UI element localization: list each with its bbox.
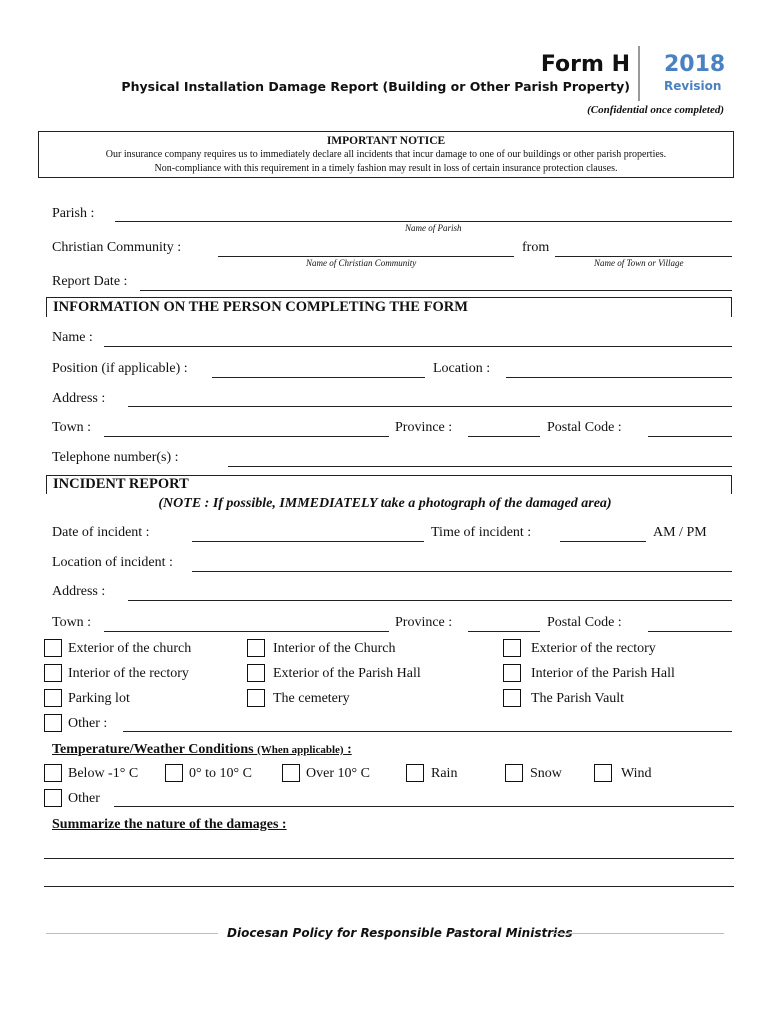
incident-province-label: Province : bbox=[395, 615, 453, 630]
weather-heading-colon: : bbox=[347, 742, 352, 757]
incident-location-field[interactable] bbox=[192, 571, 732, 572]
form-title: Form H bbox=[540, 52, 630, 77]
incident-heading-text: INCIDENT REPORT bbox=[53, 476, 189, 492]
checkbox-label-parish-vault: The Parish Vault bbox=[531, 691, 625, 706]
checkbox-label-interior-church: Interior of the Church bbox=[273, 641, 396, 656]
person-town-label: Town : bbox=[52, 420, 92, 435]
checkbox-label-exterior-church: Exterior of the church bbox=[68, 641, 192, 656]
other-weather-field[interactable] bbox=[114, 806, 734, 807]
checkbox-wind[interactable] bbox=[594, 764, 612, 782]
weather-label-snow: Snow bbox=[530, 766, 562, 781]
incident-town-label: Town : bbox=[52, 615, 92, 630]
phone-field[interactable] bbox=[228, 466, 732, 467]
checkbox-label-exterior-parish-hall: Exterior of the Parish Hall bbox=[273, 666, 421, 681]
incident-time-field[interactable] bbox=[560, 541, 646, 542]
person-town-field[interactable] bbox=[104, 436, 389, 437]
checkbox-label-interior-rectory: Interior of the rectory bbox=[68, 666, 189, 681]
person-address-field[interactable] bbox=[128, 406, 732, 407]
ampm-label: AM / PM bbox=[653, 525, 707, 540]
incident-date-label: Date of incident : bbox=[52, 525, 150, 540]
checkbox-label-parking-lot: Parking lot bbox=[68, 691, 130, 706]
checkbox-parking-lot[interactable] bbox=[44, 689, 62, 707]
checkbox-label-cemetery: The cemetery bbox=[273, 691, 350, 706]
checkbox-cemetery[interactable] bbox=[247, 689, 265, 707]
checkbox-rain[interactable] bbox=[406, 764, 424, 782]
person-location-field[interactable] bbox=[506, 377, 732, 378]
person-province-label: Province : bbox=[395, 420, 453, 435]
other-location-field[interactable] bbox=[123, 731, 732, 732]
person-heading-text: INFORMATION ON THE PERSON COMPLETING THE FORM bbox=[53, 299, 468, 315]
incident-address-field[interactable] bbox=[128, 600, 732, 601]
incident-postal-label: Postal Code : bbox=[547, 615, 622, 630]
weather-heading bbox=[52, 742, 352, 758]
incident-date-field[interactable] bbox=[192, 541, 424, 542]
revision-label: Revision bbox=[664, 79, 722, 93]
notice-line-1: Our insurance company requires us to immediately declare all incidents that incur damage to one of our buildings or other parish properties. bbox=[105, 149, 667, 160]
incident-time-label: Time of incident : bbox=[431, 525, 532, 540]
checkbox-label-exterior-rectory: Exterior of the rectory bbox=[531, 641, 656, 656]
position-label: Position (if applicable) : bbox=[52, 361, 188, 376]
revision-year: 2018 bbox=[664, 52, 726, 77]
summary-line-1[interactable] bbox=[44, 858, 734, 859]
weather-heading-text: Temperature/Weather Conditions bbox=[52, 742, 254, 757]
checkbox-other-weather[interactable] bbox=[44, 789, 62, 807]
community-label: Christian Community : bbox=[52, 240, 182, 255]
incident-postal-field[interactable] bbox=[648, 631, 732, 632]
summary-line-2[interactable] bbox=[44, 886, 734, 887]
incident-section-heading bbox=[46, 475, 732, 494]
weather-heading-small: (When applicable) bbox=[257, 744, 344, 756]
checkbox-over-10[interactable] bbox=[282, 764, 300, 782]
report-date-label: Report Date : bbox=[52, 274, 128, 289]
checkbox-exterior-church[interactable] bbox=[44, 639, 62, 657]
weather-label-other: Other bbox=[68, 791, 100, 806]
form-subtitle: Physical Installation Damage Report (Building or Other Parish Property) bbox=[121, 79, 630, 94]
from-label: from bbox=[522, 240, 550, 255]
checkbox-exterior-rectory[interactable] bbox=[503, 639, 521, 657]
checkbox-interior-church[interactable] bbox=[247, 639, 265, 657]
incident-address-label: Address : bbox=[52, 584, 106, 599]
phone-label: Telephone number(s) : bbox=[52, 450, 179, 465]
person-postal-field[interactable] bbox=[648, 436, 732, 437]
checkbox-exterior-parish-hall[interactable] bbox=[247, 664, 265, 682]
footer-rule-right bbox=[552, 933, 724, 934]
checkbox-interior-parish-hall[interactable] bbox=[503, 664, 521, 682]
community-sublabel: Name of Christian Community bbox=[306, 258, 417, 268]
checkbox-label-other-location: Other : bbox=[68, 716, 108, 731]
parish-sublabel: Name of Parish bbox=[405, 223, 462, 233]
parish-label: Parish : bbox=[52, 206, 95, 221]
person-province-field[interactable] bbox=[468, 436, 540, 437]
notice-line-2: Non-compliance with this requirement in a timely fashion may result in loss of certain insurance protection clauses. bbox=[154, 163, 618, 174]
checkbox-other-location[interactable] bbox=[44, 714, 62, 732]
summary-heading: Summarize the nature of the damages : bbox=[52, 817, 287, 832]
checkbox-below-minus-1[interactable] bbox=[44, 764, 62, 782]
incident-note: (NOTE : If possible, IMMEDIATELY take a photograph of the damaged area) bbox=[158, 496, 612, 511]
name-field[interactable] bbox=[104, 346, 732, 347]
person-address-label: Address : bbox=[52, 391, 106, 406]
community-field[interactable] bbox=[218, 256, 514, 257]
incident-location-label: Location of incident : bbox=[52, 555, 173, 570]
incident-town-field[interactable] bbox=[104, 631, 389, 632]
person-postal-label: Postal Code : bbox=[547, 420, 622, 435]
weather-label-wind: Wind bbox=[621, 766, 652, 781]
footer-rule-left bbox=[46, 933, 218, 934]
notice-title: IMPORTANT NOTICE bbox=[326, 135, 446, 147]
position-field[interactable] bbox=[212, 377, 425, 378]
footer-text: Diocesan Policy for Responsible Pastoral Ministries bbox=[227, 926, 573, 940]
person-section-heading bbox=[46, 297, 732, 317]
weather-label-0-to-10: 0° to 10° C bbox=[189, 766, 252, 781]
report-date-field[interactable] bbox=[140, 290, 732, 291]
name-label: Name : bbox=[52, 330, 93, 345]
weather-label-below-minus-1: Below -1° C bbox=[68, 766, 139, 781]
important-notice-box bbox=[38, 131, 734, 178]
header-divider bbox=[638, 46, 640, 101]
town-sublabel: Name of Town or Village bbox=[594, 258, 684, 268]
town-village-field[interactable] bbox=[555, 256, 732, 257]
checkbox-snow[interactable] bbox=[505, 764, 523, 782]
person-location-label: Location : bbox=[433, 361, 491, 376]
checkbox-parish-vault[interactable] bbox=[503, 689, 521, 707]
checkbox-label-interior-parish-hall: Interior of the Parish Hall bbox=[531, 666, 675, 681]
confidential-note: (Confidential once completed) bbox=[587, 104, 724, 116]
checkbox-interior-rectory[interactable] bbox=[44, 664, 62, 682]
incident-province-field[interactable] bbox=[468, 631, 540, 632]
weather-label-rain: Rain bbox=[431, 766, 458, 781]
checkbox-0-to-10[interactable] bbox=[165, 764, 183, 782]
parish-field[interactable] bbox=[115, 221, 732, 222]
weather-label-over-10: Over 10° C bbox=[306, 766, 370, 781]
